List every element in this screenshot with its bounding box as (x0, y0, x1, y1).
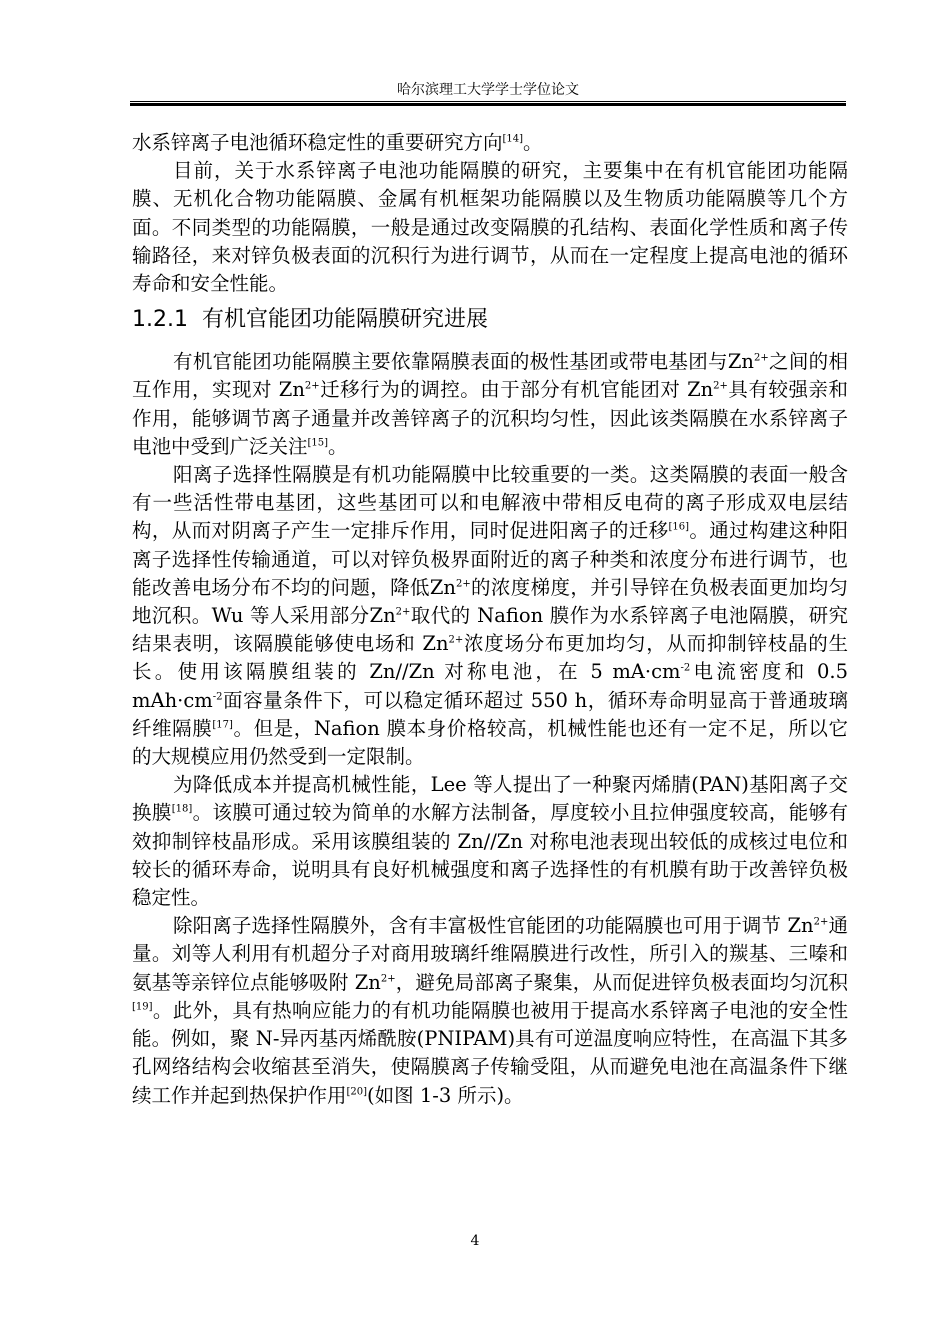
paragraph-continuation: 水系锌离子电池循环稳定性的重要研究方向[14]。 (132, 131, 543, 154)
paragraph-polar-groups: 除阳离子选择性隔膜外，含有丰富极性官能团的功能隔膜也可用于调节 $Zn^{2+}$通量。刘等人利用有机超分子对商用玻璃纤维隔膜进行改性，所引入的羰基、三嗪和氨基等亲锌位点能够吸附 $Zn^{2+}$，避免局部离子聚集，从而促进锌负极表面均匀沉积[19]。此外，具有热响应能力的有机功能隔膜也被用于提高水系锌离子电池的安全性能。例如，聚 N-异丙基丙烯酰胺(PNIPAM)具有可逆温度响应特性，在高温下其多孔网络结构会收缩甚至消失，使隔膜离子传输受阻，从而避免电池在高温条件下继续工作并起到热保护作用[20](如图 1-3 所示)。 (132, 914, 848, 1107)
citation: [18] (171, 803, 193, 815)
running-header: 哈尔滨理工大学学士学位论文 (397, 82, 579, 98)
paragraph-organic-intro: 有机官能团功能隔膜主要依靠隔膜表面的极性基团或带电基团与$Zn^{2+}$之间的相互作用，实现对 $Zn^{2+}$迁移行为的调控。由于部分有机官能团对 $Zn^{2+}$具有较强亲和作用，能够调节离子通量并改善锌离子的沉积均匀性，因此该类隔膜在水系锌离子电池中受到广泛关注[15]。 (132, 350, 848, 458)
page-body (132, 129, 848, 1110)
citation: [20] (346, 1086, 368, 1097)
citation: [16] (668, 521, 690, 533)
page-number: 4 (470, 1233, 480, 1249)
header-rule-thin (130, 101, 846, 102)
section-number: 1.2.1 (132, 307, 188, 333)
citation: [14] (502, 133, 524, 145)
section-heading (132, 305, 848, 335)
citation: [17] (212, 719, 233, 731)
paragraph-cation-selective: 阳离子选择性隔膜是有机功能隔膜中比较重要的一类。这类隔膜的表面一般含有一些活性带电基团，这些基团可以和电解液中带相反电荷的离子形成双电层结构，从而对阴离子产生一定排斥作用，同时促进阳离子的迁移[16]。通过构建这种阳离子选择性传输通道，可以对锌负极界面附近的离子种类和浓度分布进行调节，也能改善电场分布不均的问题，降低$Zn^{2+}$的浓度梯度，并引导锌在负极表面更加均匀地沉积。Wu 等人采用部分$Zn^{2+}$取代的 Nafion 膜作为水系锌离子电池隔膜，研究结果表明，该隔膜能够使电场和 $Zn^{2+}$浓度场分布更加均匀，从而抑制锌枝晶的生长。使用该隔膜组装的 Zn//Zn 对称电池，在 5 $mA\cdot cm^{-2}$电流密度和 0.5 $mAh\cdot cm^{-2}$面容量条件下，可以稳定循环超过 550 h，循环寿命明显高于普通玻璃纤维隔膜[17]。但是，Nafion 膜本身价格较高，机械性能也还有一定不足，所以它的大规模应用仍然受到一定限制。 (132, 463, 848, 769)
header-rule-thick (130, 103, 846, 106)
paragraph-pan-membrane: 为降低成本并提高机械性能，Lee 等人提出了一种聚丙烯腈(PAN)基阳离子交换膜[18]。该膜可通过较为简单的水解方法制备，厚度较小且拉伸强度较高，能够有效抑制锌枝晶形成。采用该膜组装的 Zn//Zn 对称电池表现出较低的成核过电位和较长的循环寿命，说明具有良好机械强度和离子选择性的有机膜有助于改善锌负极稳定性。 (132, 773, 848, 910)
citation: [19] (132, 1001, 153, 1013)
section-title: 有机官能团功能隔膜研究进展 (201, 307, 488, 333)
paragraph-overview: 目前，关于水系锌离子电池功能隔膜的研究，主要集中在有机官能团功能隔膜、无机化合物功能隔膜、金属有机框架功能隔膜以及生物质功能隔膜等几个方面。不同类型的功能隔膜，一般是通过改变隔膜的孔结构、表面化学性质和离子传输路径，来对锌负极表面的沉积行为进行调节，从而在一定程度上提高电池的循环寿命和安全性能。 (132, 159, 848, 296)
citation: [15] (307, 437, 329, 449)
